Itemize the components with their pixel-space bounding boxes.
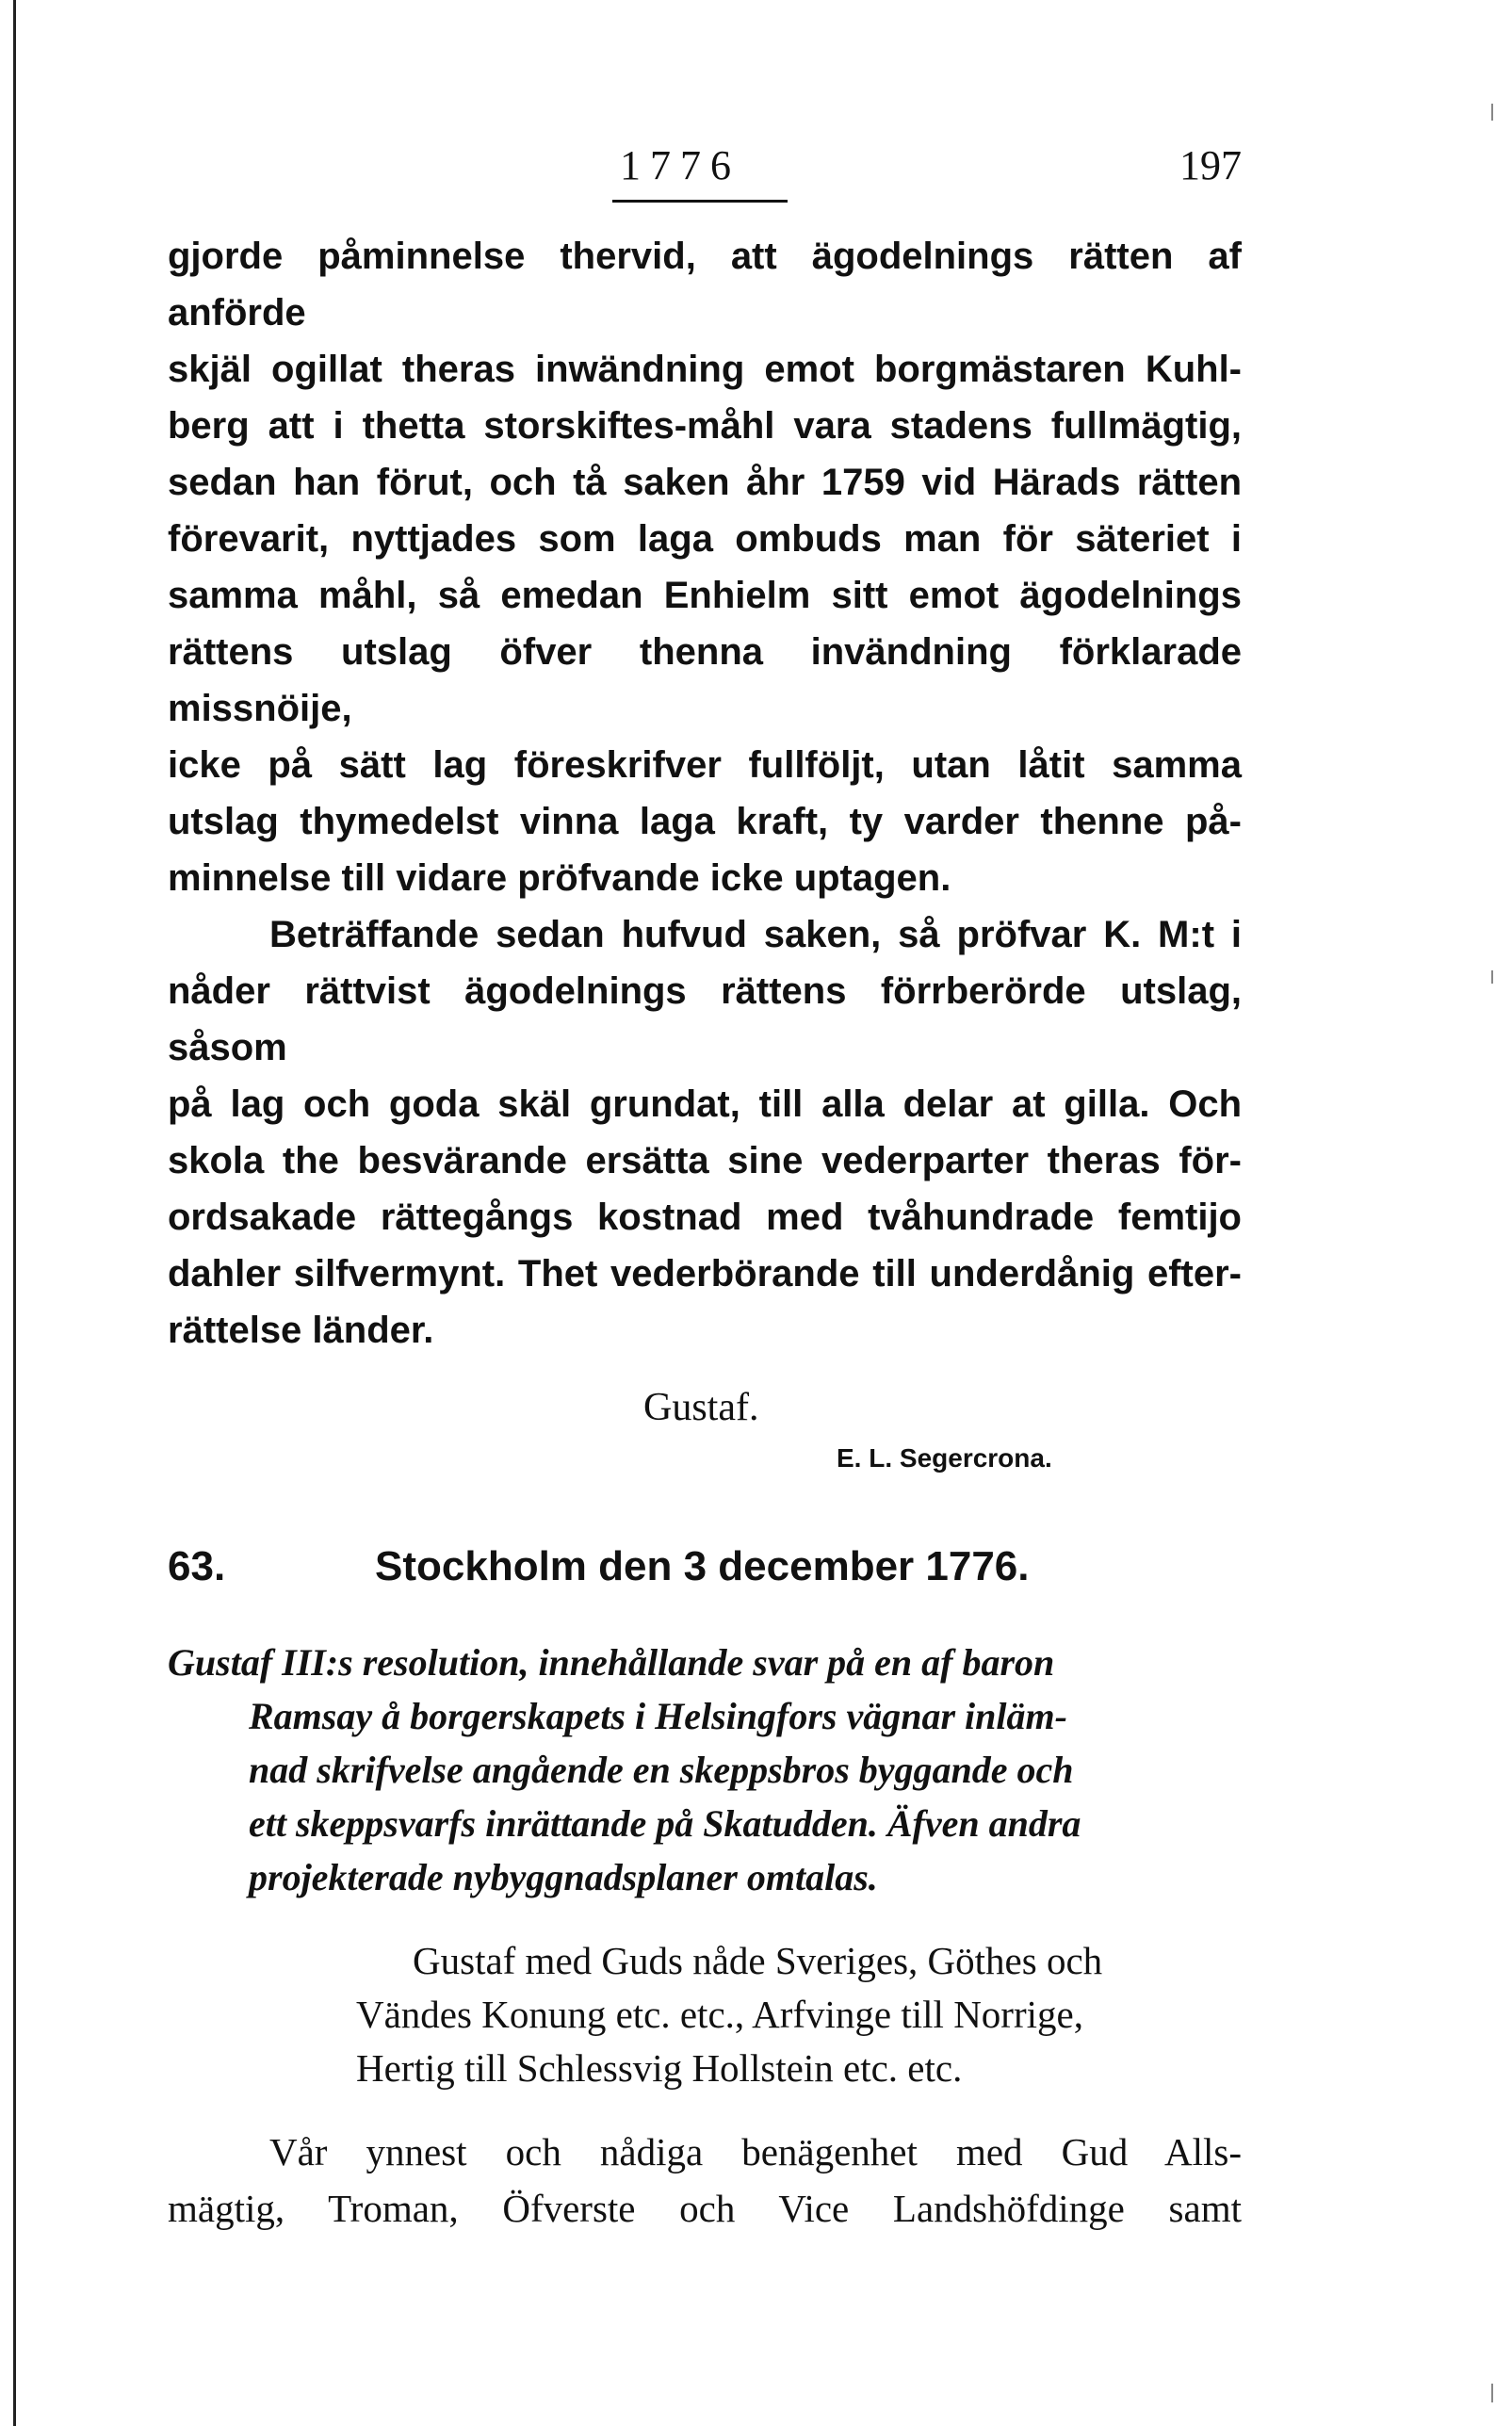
countersignature: E. L. Segercrona. (837, 1443, 1052, 1473)
text-line: sedan han förut, och tå saken åhr 1759 vid Härads rätten (168, 462, 1242, 503)
summary-line: nad skrifvelse angående en skeppsbros byggande och (249, 1749, 1074, 1791)
text-line: nåder rättvist ägodelnings rättens förrberörde utslag, såsom (168, 970, 1242, 1068)
year-underline (612, 200, 788, 203)
royal-title (168, 1934, 1242, 2095)
text-line: samma måhl, så emedan Enhielm sitt emot ägodelnings (168, 575, 1242, 616)
text-line: skjäl ogillat theras inwändning emot borgmästaren Kuhl- (168, 349, 1242, 390)
text-line: på lag och goda skäl grundat, till alla delar at gilla. Och (168, 1083, 1242, 1125)
text-line: Vår ynnest och nådiga benägenhet med Gud Alls- (269, 2130, 1242, 2174)
page-number: 197 (1179, 142, 1242, 188)
paragraph-2 (168, 906, 1242, 1359)
scan-edge-line (13, 0, 16, 2426)
title-line: Gustaf med Guds nåde Sveriges, Göthes och (413, 1939, 1103, 1982)
text-line: berg att i thetta storskiftes-måhl vara stadens fullmägtig, (168, 405, 1242, 447)
title-line: Hertig till Schlessvig Hollstein etc. etc. (356, 2046, 963, 2090)
document-number: 63. (168, 1543, 226, 1589)
book-page (168, 141, 1242, 2237)
text-line: minnelse till vidare pröfvande icke uptagen. (168, 857, 951, 899)
scan-mark (1491, 104, 1493, 121)
page-header (168, 141, 1242, 217)
scan-mark (1491, 2384, 1493, 2402)
text-line: utslag thymedelst vinna laga kraft, ty varder thenne på- (168, 801, 1242, 842)
text-line: Beträffande sedan hufvud saken, så pröfvar K. M:t i (269, 914, 1242, 955)
text-line: förevarit, nyttjades som laga ombuds man för säteriet i (168, 518, 1242, 560)
running-year: 1776 (620, 142, 740, 188)
greeting-paragraph (168, 2124, 1242, 2237)
text-line: icke på sätt lag föreskrifver fullföljt, utan låtit samma (168, 744, 1242, 786)
text-line: rättelse länder. (168, 1310, 434, 1351)
summary-line: Ramsay å borgerskapets i Helsingfors vägnar inläm- (249, 1695, 1067, 1737)
text-line: rättens utslag öfver thenna invändning förklarade missnöije, (168, 631, 1242, 729)
scan-mark (1491, 970, 1493, 984)
document-summary (168, 1636, 1242, 1904)
text-line: mägtig, Troman, Öfverste och Vice Landshöfdinge samt (168, 2187, 1242, 2230)
paragraph-1 (168, 228, 1242, 906)
summary-line: ett skeppsvarfs inrättande på Skatudden. Äfven andra (249, 1802, 1081, 1845)
document-heading (168, 1543, 1242, 1600)
text-line: gjorde påminnelse thervid, att ägodelnings rätten af anförde (168, 236, 1242, 334)
king-signature: Gustaf. (643, 1386, 759, 1429)
summary-line: Gustaf III:s resolution, innehållande svar på en af baron (168, 1641, 1055, 1684)
text-line: dahler silfvermynt. Thet vederbörande till underdånig efter- (168, 1253, 1242, 1294)
summary-line: projekterade nybyggnadsplaner omtalas. (249, 1856, 878, 1898)
text-line: ordsakade rättegångs kostnad med tvåhundrade femtijo (168, 1197, 1242, 1238)
text-line: skola the besvärande ersätta sine vederparter theras för- (168, 1140, 1242, 1181)
document-place-date: Stockholm den 3 december 1776. (375, 1543, 1030, 1589)
title-line: Vändes Konung etc. etc., Arfvinge till Norrige, (356, 1993, 1083, 2036)
